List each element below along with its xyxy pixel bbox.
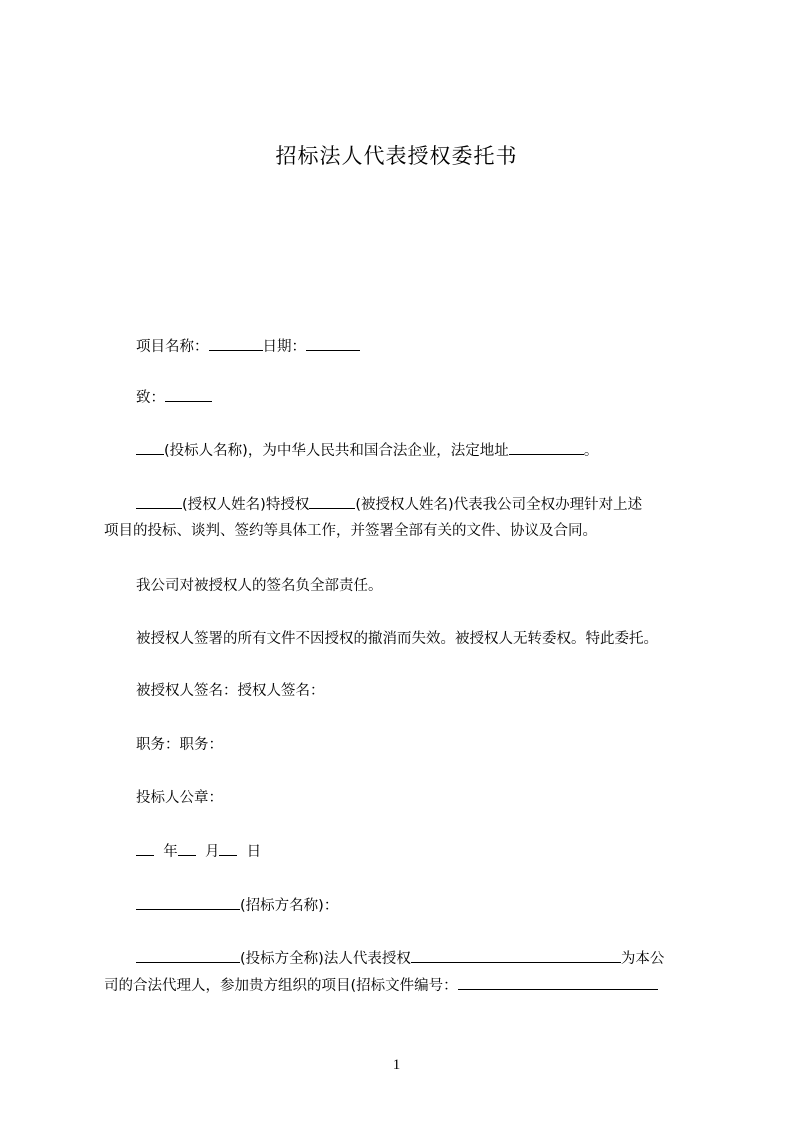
tenderer-line (104, 894, 736, 918)
authorizer-hint: (授权人姓名)特授权 (182, 497, 310, 513)
year-blank (136, 841, 154, 856)
authorization-line-2: 项目的投标、谈判、签约等具体工作，并签署全部有关的文件、协议及合同。 (104, 523, 597, 539)
bidder-full-name-blank (136, 948, 240, 963)
day-blank (219, 841, 237, 856)
to-line (104, 386, 736, 410)
tenderer-name-blank (136, 895, 240, 910)
agent-text: 司的合法代理人，参加贵方组织的项目(招标文件编号： (104, 978, 458, 994)
page-number: 1 (392, 1057, 401, 1073)
month-blank (178, 841, 196, 856)
day-label: 日 (246, 844, 262, 860)
tenderer-name-hint: (招标方名称)： (240, 898, 339, 914)
project-label: 项目名称： (136, 339, 209, 355)
bidder-authorization-line-2 (104, 974, 704, 998)
bidder-line (104, 439, 736, 463)
bidder-name-blank (136, 440, 164, 455)
tender-document-number-blank (458, 975, 658, 990)
date-label: 日期： (262, 339, 306, 355)
project-line (104, 335, 736, 359)
authorizer-name-blank (136, 494, 182, 509)
responsibility-line: 我公司对被授权人的签名负全部责任。 (136, 578, 383, 594)
positions-line: 职务：职务： (136, 737, 223, 753)
month-label: 月 (204, 844, 220, 860)
bidder-authorization-line-1 (104, 947, 704, 971)
authorized-name-blank (309, 494, 355, 509)
legal-address-blank (509, 440, 584, 455)
seal-line: 投标人公章： (136, 790, 223, 806)
bidder-period: 。 (583, 443, 599, 459)
project-name-blank (209, 336, 263, 351)
year-label: 年 (163, 844, 178, 860)
authorization-line-1 (104, 493, 736, 517)
agent-name-blank (411, 948, 621, 963)
bidder-full-name-hint: (投标方全称)法人代表授权 (240, 951, 411, 967)
signatures-line: 被授权人签名：授权人签名： (136, 683, 325, 699)
document-title: 招标法人代表授权委托书 (275, 144, 518, 168)
as-company-text: 为本公 (620, 951, 665, 967)
to-label: 致： (136, 390, 165, 406)
validity-line: 被授权人签署的所有文件不因授权的撤消而失效。被授权人无转委权。特此委托。 (136, 631, 658, 647)
recipient-blank (165, 387, 212, 402)
authorized-hint: (被授权人姓名)代表我公司全权办理针对上述 (355, 497, 643, 513)
date-blank (306, 336, 360, 351)
date-line (104, 840, 736, 864)
bidder-name-hint: (投标人名称)，为中华人民共和国合法企业，法定地址 (164, 443, 509, 459)
